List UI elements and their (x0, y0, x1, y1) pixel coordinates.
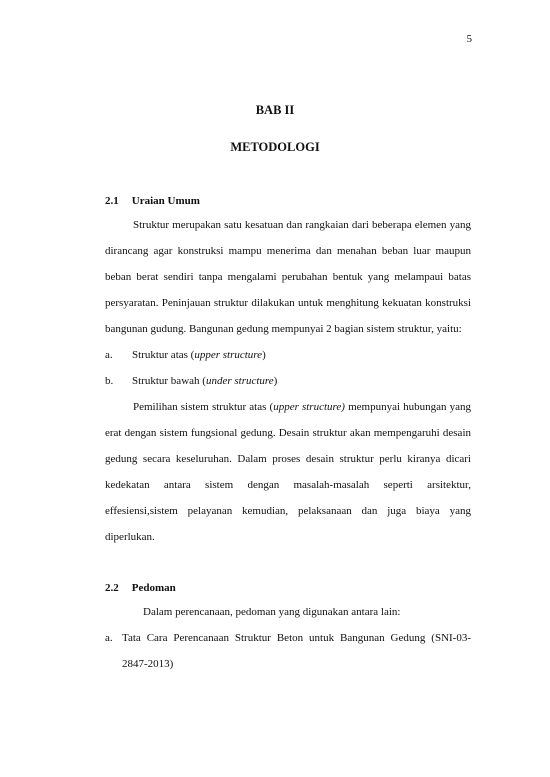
list-item-continuation: 2847-2013) (122, 658, 174, 670)
list-item: a. Struktur atas (upper structure) (105, 349, 266, 361)
section-heading-2-1 (105, 195, 200, 207)
list-marker: b. (105, 375, 114, 387)
chapter-title: METODOLOGI (230, 140, 320, 154)
list-item: b. Struktur bawah (under structure) (105, 375, 278, 387)
paragraph-line: beban berat sendiri tanpa mengalami perubahan bentuk yang melampaui batas (105, 271, 471, 283)
paragraph-line: Pemilihan sistem struktur atas (upper structure) mempunyai hubungan yang (133, 401, 472, 413)
section-heading-2-2 (105, 582, 176, 594)
paragraph-line: kedekatan antara sistem dengan masalah-masalah seperti arsitektur, (105, 479, 471, 491)
page-number: 5 (466, 33, 472, 45)
section-number: 2.1 (105, 195, 119, 207)
list-marker: a. (105, 349, 113, 361)
paragraph-line: erat dengan sistem fungsional gedung. Desain struktur akan mempengaruhi desain (105, 427, 471, 439)
section-title: Pedoman (131, 582, 176, 594)
chapter-number: BAB II (255, 103, 295, 117)
paragraph-line: Dalam perencanaan, pedoman yang digunakan antara lain: (143, 606, 401, 618)
section-number: 2.2 (105, 582, 119, 594)
paragraph-line: dirancang agar konstruksi mampu menerima dan menahan beban luar maupun (105, 245, 471, 257)
list-marker: a. (105, 632, 113, 644)
paragraph-line: bangunan gudung. Bangunan gedung mempunyai 2 bagian sistem struktur, yaitu: (105, 323, 462, 335)
paragraph-line: effesiensi,sistem pelayanan kemudian, pelaksanaan dan juga biaya yang (105, 505, 471, 517)
paragraph-line: Struktur merupakan satu kesatuan dan rangkaian dari beberapa elemen yang (133, 219, 471, 231)
paragraph-line: persyaratan. Peninjauan struktur dilakukan untuk menghitung kekuatan konstruksi (105, 297, 471, 309)
list-item: a. Tata Cara Perencanaan Struktur Beton untuk Bangunan Gedung (SNI-03- (105, 632, 471, 644)
section-title: Uraian Umum (131, 195, 200, 207)
paragraph-line: diperlukan. (105, 531, 155, 543)
paragraph-line: gedung secara keseluruhan. Dalam proses desain struktur perlu kiranya dicari (105, 453, 471, 465)
